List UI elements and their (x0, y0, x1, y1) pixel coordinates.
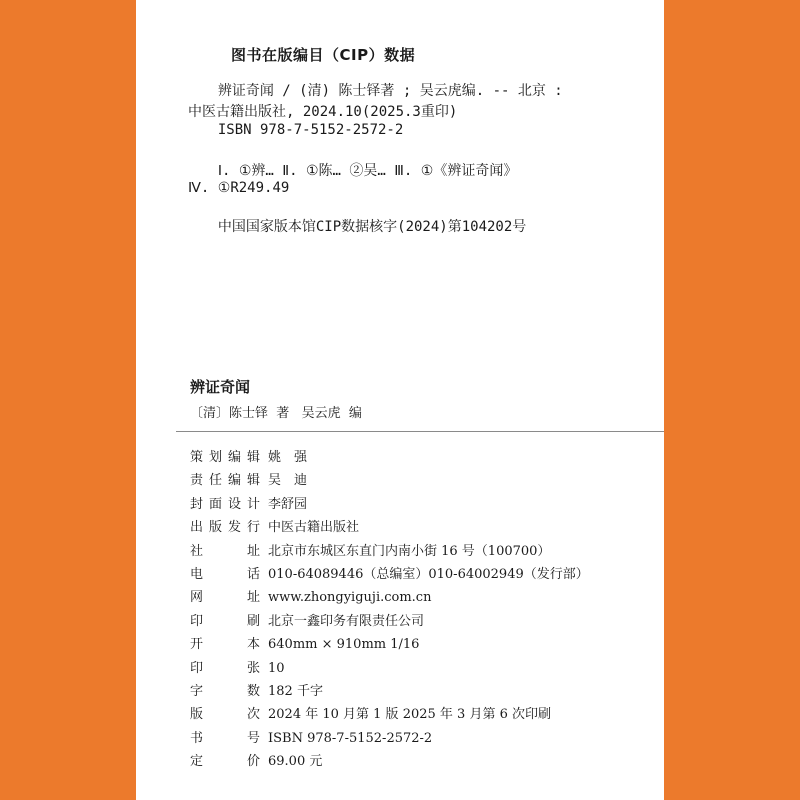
book-authors: 〔清〕陈士铎 著 吴云虎 编 (190, 406, 362, 421)
colophon-value: 北京一鑫印务有限责任公司 (268, 613, 425, 629)
colophon-value: 北京市东城区东直门内南小街 16 号（100700） (268, 543, 551, 559)
colophon-row (190, 610, 589, 633)
cip-line: Ⅳ. ①R249.49 (188, 180, 290, 196)
colophon-value: 010-64089446（总编室）010-64002949（发行部） (268, 566, 589, 582)
colophon-value: www.zhongyiguji.com.cn (268, 590, 432, 606)
colophon-value: 中医古籍出版社 (268, 520, 360, 536)
colophon-row (190, 633, 589, 656)
colophon-label: 出版发行 (190, 520, 260, 536)
colophon-label: 字数 (190, 683, 260, 699)
colophon-label: 版次 (190, 707, 260, 723)
colophon-label: 社址 (190, 543, 260, 559)
colophon-row (190, 703, 589, 726)
colophon-label: 策划编辑 (190, 450, 260, 465)
colophon-label: 定价 (190, 754, 260, 770)
colophon-label: 书号 (190, 730, 260, 746)
colophon-row (190, 563, 589, 586)
cip-line: 中医古籍出版社, 2024.10(2025.3重印) (188, 104, 458, 120)
colophon-row (190, 446, 589, 469)
colophon-row (190, 586, 589, 609)
colophon-value: 10 (268, 660, 285, 676)
colophon-row (190, 493, 589, 516)
colophon-row (190, 540, 589, 563)
colophon-row (190, 750, 589, 773)
copyright-page (136, 0, 664, 800)
colophon-label: 网址 (190, 590, 260, 606)
colophon-value: 640mm × 910mm 1/16 (268, 637, 420, 653)
cip-line: 辨证奇闻 / (清) 陈士铎著 ; 吴云虎编. -- 北京 : (201, 83, 563, 99)
cip-line: 中国国家版本馆CIP数据核字(2024)第104202号 (201, 219, 527, 235)
colophon-label: 印张 (190, 660, 260, 676)
colophon-label: 封面设计 (190, 496, 260, 512)
cip-line: Ⅰ. ①辨… Ⅱ. ①陈… ②吴… Ⅲ. ①《辨证奇闻》 (201, 163, 518, 179)
colophon-label: 印刷 (190, 613, 260, 629)
colophon-value: ISBN 978-7-5152-2572-2 (268, 730, 433, 746)
colophon-value: 李舒园 (268, 496, 308, 512)
divider (176, 431, 664, 432)
colophon (190, 446, 589, 773)
colophon-label: 责任编辑 (190, 473, 260, 489)
cip-line: ISBN 978-7-5152-2572-2 (201, 122, 404, 138)
colophon-value: 182 千字 (268, 683, 323, 699)
colophon-row (190, 680, 589, 703)
colophon-label: 电话 (190, 566, 260, 582)
colophon-row (190, 657, 589, 680)
colophon-row (190, 727, 589, 750)
cip-title: 图书在版编目（CIP）数据 (231, 46, 416, 64)
colophon-value: 吴 迪 (268, 473, 308, 489)
book-title: 辨证奇闻 (190, 378, 251, 396)
colophon-value: 69.00 元 (268, 754, 323, 770)
colophon-label: 开本 (190, 637, 260, 653)
colophon-row (190, 516, 589, 539)
colophon-value: 姚 强 (268, 450, 308, 465)
colophon-value: 2024 年 10 月第 1 版 2025 年 3 月第 6 次印刷 (268, 707, 551, 723)
colophon-row (190, 469, 589, 492)
